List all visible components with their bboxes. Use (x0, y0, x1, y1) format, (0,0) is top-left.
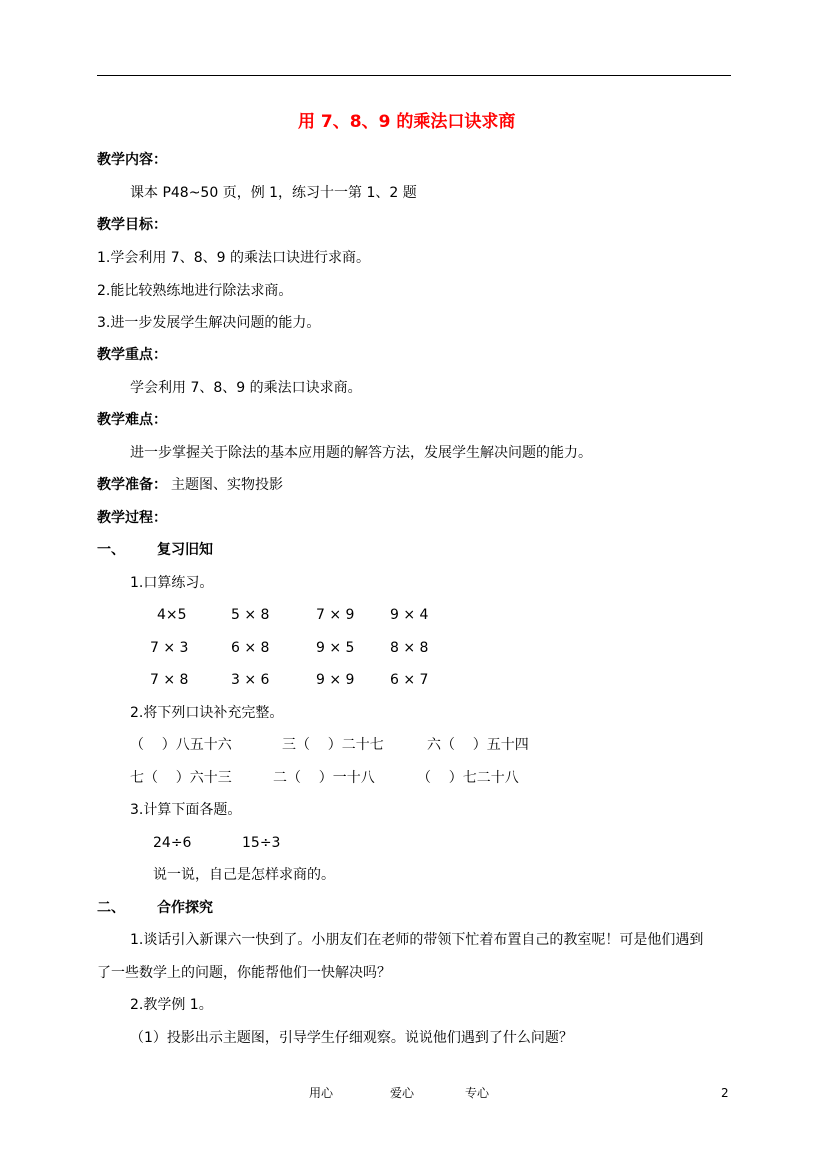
content-text: 课本 P48~50 页，例 1，练习十一第 1、2 题 (130, 185, 417, 201)
oral-item: 7 × 9 (316, 607, 355, 623)
difficulty-heading: 教学难点： (97, 412, 167, 428)
section-number: 一、 (97, 542, 125, 558)
intro-line: 了一些数学上的问题，你能帮他们一快解决吗？ (97, 965, 391, 981)
example-label: 2.教学例 1。 (130, 997, 213, 1013)
calc-note: 说一说，自己是怎样求商的。 (153, 867, 335, 883)
section-title: 复习旧知 (157, 542, 213, 558)
goal-item: 3.进一步发展学生解决问题的能力。 (97, 315, 321, 331)
calc-item: 15÷3 (242, 835, 281, 851)
fill-item: （ ）八五十六 (130, 737, 232, 753)
goal-item: 2.能比较熟练地进行除法求商。 (97, 283, 293, 299)
footer-label: 用心 (309, 1086, 334, 1100)
document-title: 用 7、8、9 的乘法口诀求商 (298, 112, 516, 132)
fill-item: 二（ ）一十八 (273, 770, 375, 786)
goal-item: 1.学会利用 7、8、9 的乘法口诀进行求商。 (97, 250, 370, 266)
content-heading: 教学内容： (97, 152, 167, 168)
prep-heading: 教学准备： (97, 477, 167, 493)
oral-item: 9 × 4 (390, 607, 429, 623)
calc-label: 3.计算下面各题。 (130, 802, 242, 818)
fill-item: 七（ ）六十三 (130, 770, 232, 786)
oral-item: 6 × 8 (231, 640, 270, 656)
oral-item: 5 × 8 (231, 607, 270, 623)
footer-label: 专心 (465, 1086, 490, 1100)
oral-item: 6 × 7 (390, 672, 429, 688)
oral-item: 9 × 5 (316, 640, 355, 656)
example-step: （1）投影出示主题图，引导学生仔细观察。说说他们遇到了什么问题？ (130, 1030, 573, 1046)
oral-item: 7 × 8 (150, 672, 189, 688)
header-rule (97, 75, 731, 76)
intro-line: 1.谈话引入新课六一快到了。小朋友们在老师的带领下忙着布置自己的教室呢！可是他们遇到 (130, 932, 704, 948)
goals-heading: 教学目标： (97, 217, 167, 233)
fill-label: 2.将下列口诀补充完整。 (130, 705, 284, 721)
oral-item: 4×5 (157, 607, 187, 623)
key-heading: 教学重点： (97, 347, 167, 363)
footer-label: 爱心 (390, 1086, 415, 1100)
fill-item: 三（ ）二十七 (282, 737, 384, 753)
key-text: 学会利用 7、8、9 的乘法口诀求商。 (130, 380, 362, 396)
oral-label: 1.口算练习。 (130, 575, 214, 591)
oral-item: 3 × 6 (231, 672, 270, 688)
fill-item: 六（ ）五十四 (427, 737, 529, 753)
difficulty-text: 进一步掌握关于除法的基本应用题的解答方法，发展学生解决问题的能力。 (130, 445, 592, 461)
oral-item: 7 × 3 (150, 640, 189, 656)
prep-text: 主题图、实物投影 (171, 477, 283, 493)
process-heading: 教学过程： (97, 510, 167, 526)
oral-item: 9 × 9 (316, 672, 355, 688)
page-number: 2 (721, 1086, 729, 1100)
fill-item: （ ）七二十八 (417, 770, 519, 786)
calc-item: 24÷6 (153, 835, 192, 851)
section-number: 二、 (97, 900, 125, 916)
oral-item: 8 × 8 (390, 640, 429, 656)
section-title: 合作探究 (157, 900, 213, 916)
